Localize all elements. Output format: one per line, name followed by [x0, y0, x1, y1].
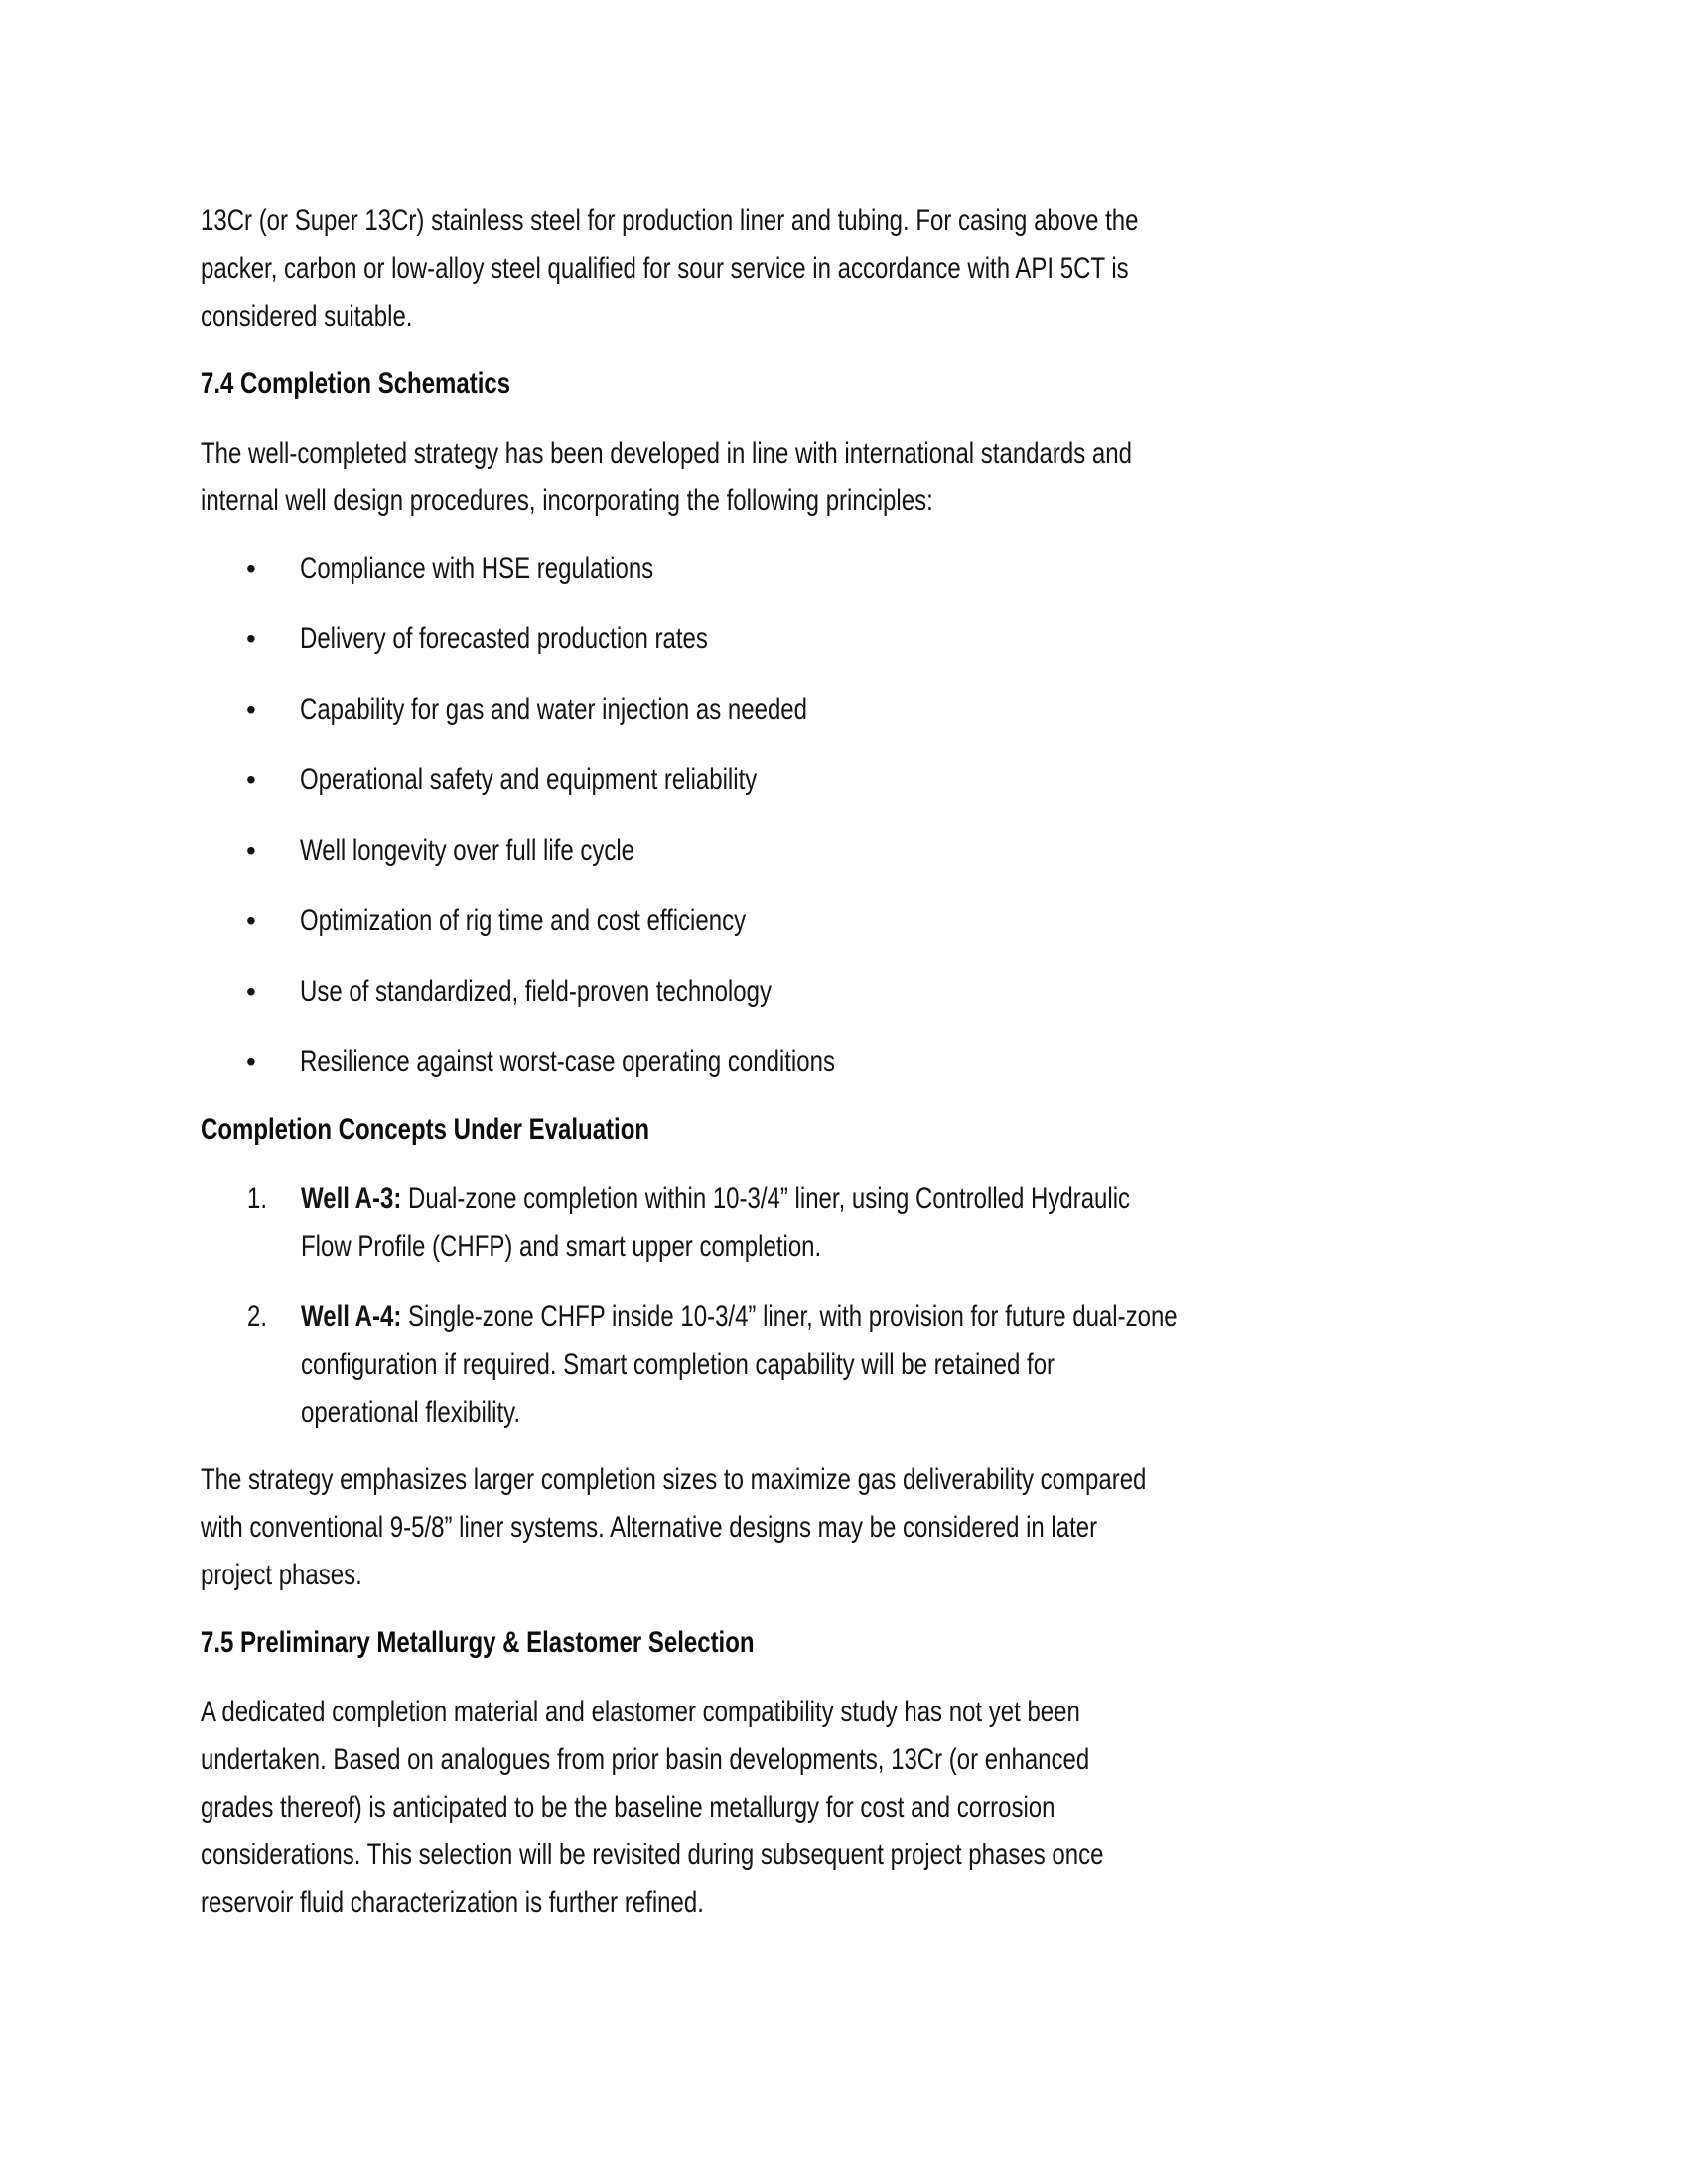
- text-line: Optimization of rig time and cost efficiency: [300, 904, 747, 937]
- bullet-marker: •: [246, 905, 256, 936]
- text-line: 13Cr (or Super 13Cr) stainless steel for production liner and tubing. For casing above the: [201, 205, 1139, 237]
- text-run: Flow Profile (CHFP) and smart upper completion.: [301, 1230, 822, 1263]
- text-line: [301, 1223, 1411, 1271]
- list-item: [201, 686, 1688, 734]
- paragraph: [201, 1689, 1688, 1927]
- text-line: [301, 1389, 1411, 1436]
- list-number: 2.: [247, 1300, 268, 1333]
- text-run: Dual-zone completion within 10-3/4” liner, using Controlled Hydraulic: [401, 1182, 1131, 1215]
- paragraph: [201, 198, 1688, 341]
- list-item: [201, 968, 1688, 1016]
- list-item: [201, 1038, 1688, 1086]
- numbered-item: [201, 1175, 1688, 1271]
- section-heading: [201, 1106, 1688, 1154]
- document-content: [201, 198, 1688, 1927]
- bullet-marker: •: [246, 764, 256, 795]
- list-item: [201, 615, 1688, 663]
- bullet-marker: •: [246, 835, 256, 866]
- text-line: with conventional 9-5/8” liner systems. Alternative designs may be considered in later: [201, 1511, 1098, 1544]
- bold-text: Well A-4:: [301, 1300, 402, 1333]
- bullet-marker: •: [246, 1046, 256, 1077]
- paragraph: [201, 1456, 1688, 1599]
- heading-text: 7.4 Completion Schematics: [201, 367, 511, 400]
- text-run: configuration if required. Smart completion capability will be retained for: [301, 1348, 1055, 1381]
- bold-text: Well A-3:: [301, 1182, 402, 1215]
- text-line: reservoir fluid characterization is further refined.: [201, 1886, 704, 1919]
- bullet-marker: •: [246, 553, 256, 584]
- list-item: [201, 827, 1688, 875]
- list-item: [201, 756, 1688, 804]
- paragraph: [201, 430, 1688, 525]
- text-line: considered suitable.: [201, 300, 413, 333]
- text-line: [301, 1294, 1411, 1341]
- bullet-list: [201, 545, 1688, 1086]
- text-line: Capability for gas and water injection as needed: [300, 693, 807, 726]
- text-line: [301, 1341, 1411, 1389]
- text-line: internal well design procedures, incorporating the following principles:: [201, 484, 933, 517]
- list-item: [201, 897, 1688, 945]
- heading-text: 7.5 Preliminary Metallurgy & Elastomer Selection: [201, 1626, 755, 1659]
- bullet-marker: •: [246, 694, 256, 725]
- text-line: grades thereof) is anticipated to be the baseline metallurgy for cost and corrosion: [201, 1791, 1055, 1824]
- list-number: 1.: [247, 1182, 268, 1215]
- section-heading: [201, 360, 1688, 408]
- text-line: Resilience against worst-case operating conditions: [300, 1045, 835, 1078]
- text-line: The strategy emphasizes larger completion sizes to maximize gas deliverability compared: [201, 1463, 1147, 1496]
- text-line: The well-completed strategy has been developed in line with international standards and: [201, 437, 1132, 470]
- text-line: Compliance with HSE regulations: [300, 552, 654, 585]
- numbered-list: [201, 1175, 1688, 1436]
- text-run: Single-zone CHFP inside 10-3/4” liner, with provision for future dual-zone: [401, 1300, 1178, 1333]
- text-line: Well longevity over full life cycle: [300, 834, 635, 867]
- bullet-marker: •: [246, 976, 256, 1007]
- section-heading: [201, 1619, 1688, 1667]
- text-line: [301, 1175, 1411, 1223]
- text-line: Use of standardized, field-proven technology: [300, 975, 772, 1008]
- numbered-item: [201, 1294, 1688, 1436]
- list-item: [201, 545, 1688, 593]
- text-run: operational flexibility.: [301, 1396, 521, 1429]
- text-line: A dedicated completion material and elastomer compatibility study has not yet been: [201, 1696, 1080, 1728]
- bullet-marker: •: [246, 623, 256, 654]
- text-line: project phases.: [201, 1559, 362, 1591]
- text-line: Operational safety and equipment reliability: [300, 763, 758, 796]
- text-line: undertaken. Based on analogues from prior basin developments, 13Cr (or enhanced: [201, 1743, 1090, 1776]
- text-line: packer, carbon or low-alloy steel qualified for sour service in accordance with API 5CT is: [201, 252, 1129, 285]
- text-line: considerations. This selection will be revisited during subsequent project phases once: [201, 1839, 1104, 1871]
- heading-text: Completion Concepts Under Evaluation: [201, 1113, 650, 1146]
- text-line: Delivery of forecasted production rates: [300, 622, 708, 655]
